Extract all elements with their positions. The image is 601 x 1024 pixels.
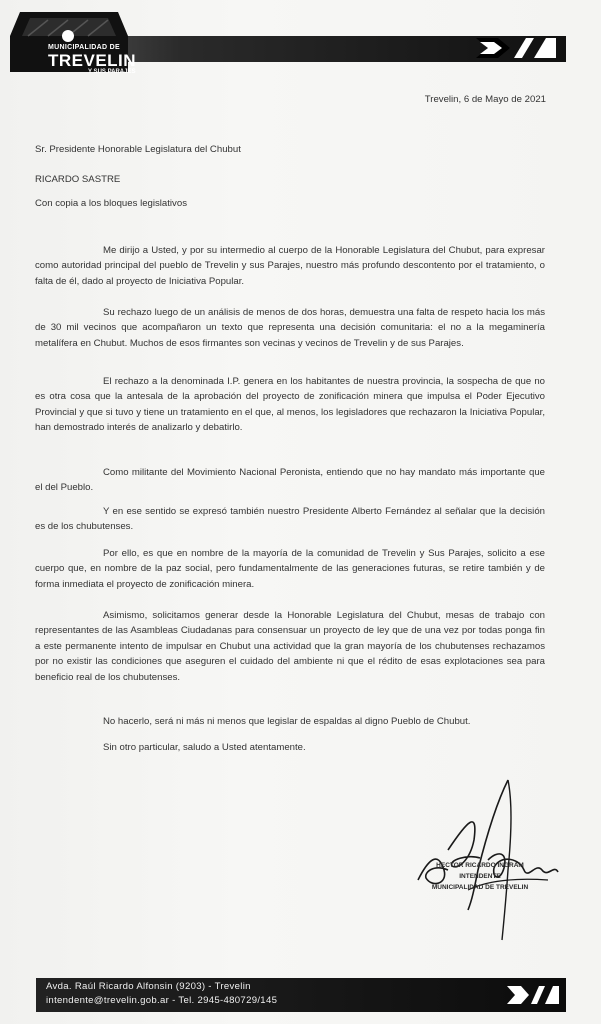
letter-date: Trevelin, 6 de Mayo de 2021: [424, 94, 546, 105]
cc-line: Con copia a los bloques legislativos: [35, 198, 187, 209]
paragraph-1: Me dirijo a Usted, y por su intermedio al cuerpo de la Honorable Legislatura del Chubut, para expresar como autoridad principal del pueblo de Trevelin y sus Parajes, nuestro más profundo descontento por el tratamiento, o falta de él, dado al proyecto de Iniciativa Popular.: [35, 245, 545, 287]
brand-mark-icon: [470, 32, 562, 64]
logo-text: [48, 44, 136, 75]
paragraph-4: Como militante del Movimiento Nacional Peronista, entiendo que no hay mandato más importante que el del Pueblo.: [35, 467, 545, 494]
recipient-name: RICARDO SASTRE: [35, 174, 121, 185]
paragraph-7: Asimismo, solicitamos generar desde la Honorable Legislatura del Chubut, mesas de trabajo con representantes de las Asambleas Ciudadanas para consensuar un proyecto de ley que de una vez por todas ponga fin a este permanente intento de impulsar en Chubut una actividad que la gran mayoría de los chubutenses rechazamos por no existir las condiciones que aseguren el cuidado del ambiente ni que el rédito de esas explotaciones sea para beneficio real de los chubutenses.: [35, 610, 545, 683]
signatory-name: HECTOR RICARDO INGRAM: [436, 862, 524, 869]
paragraph-5: Y en ese sentido se expresó también nuestro Presidente Alberto Fernández al señalar que la decisión es de los chubutenses.: [35, 506, 545, 533]
footer-contact: intendente@trevelin.gob.ar - Tel. 2945-480729/145: [46, 995, 278, 1006]
paragraph-6: Por ello, es que en nombre de la mayoría de la comunidad de Trevelin y Sus Parajes, solicito a ese cuerpo que, en nombre de la paz social, pero fundamentalmente de las generaciones futuras, se retire también y de forma inmediata el proyecto de zonificación minera.: [35, 548, 545, 590]
paragraph-2: Su rechazo luego de un análisis de menos de dos horas, demuestra una falta de respeto hacia los más de 30 mil vecinos que acompañaron un texto que representa una decisión comunitaria: el no a la megaminería metalífera en Chubut. Muchos de esos firmantes son vecinas y vecinos de Trevelin y de sus Parajes.: [35, 307, 545, 349]
handwritten-signature: [408, 760, 568, 950]
recipient-line: Sr. Presidente Honorable Legislatura del Chubut: [35, 144, 241, 155]
footer-brand-mark-icon: [505, 982, 561, 1008]
logo-name: TREVELIN: [48, 51, 137, 70]
signatory-block: [410, 860, 550, 893]
logo-municipality-label: MUNICIPALIDAD DE: [48, 44, 120, 51]
paragraph-9: Sin otro particular, saludo a Usted atentamente.: [103, 742, 306, 753]
signatory-org: MUNICIPALIDAD DE TREVELIN: [431, 884, 529, 891]
logo-subtitle: Y SUS PARAJES: [88, 69, 136, 75]
footer-address: Avda. Raúl Ricardo Alfonsin (9203) - Trevelin: [46, 981, 251, 992]
paragraph-8: No hacerlo, será ni más ni menos que legislar de espaldas al digno Pueblo de Chubut.: [103, 716, 471, 727]
signatory-title: INTENDENTE: [459, 873, 501, 880]
paragraph-3: El rechazo a la denominada I.P. genera en los habitantes de nuestra provincia, la sospecha de que no es otra cosa que la antesala de la aprobación del proyecto de zonificación minera que impulsa el Poder Ejecutivo Provincial y que si tuvo y tiene un tratamiento en el que, al menos, los legisladores que rechazaron la Iniciativa Popular, han demostrado interés de analizarlo y debatirlo.: [35, 376, 545, 434]
